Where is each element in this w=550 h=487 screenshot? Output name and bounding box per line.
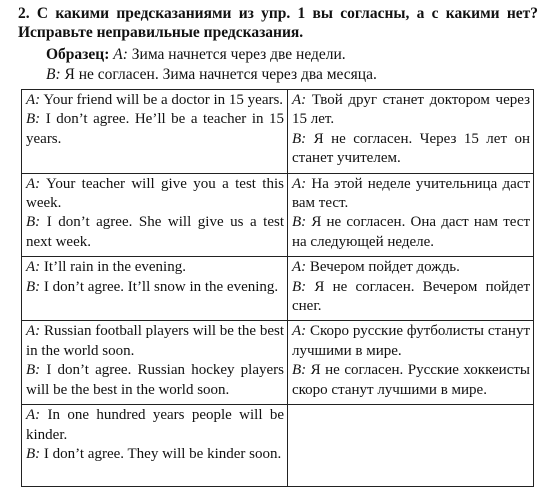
speaker-b: B:: [26, 278, 41, 295]
speaker-a: A:: [292, 323, 307, 340]
sample-line-1: [46, 45, 377, 65]
speaker-a: A:: [26, 323, 41, 340]
table-row: [22, 405, 534, 487]
table-row: [22, 173, 534, 257]
line-a-text: Your friend will be a doctor in 15 years.: [43, 92, 284, 108]
sample-block: [46, 45, 377, 85]
dialogue-table: [21, 89, 534, 487]
russian-cell-empty: [288, 405, 534, 487]
russian-cell: [288, 321, 534, 405]
task-text: С какими предсказаниями из упр. 1 вы согласны, а с какими нет? Исправьте неправильные предсказания.: [18, 5, 538, 41]
line-b-text: Я не согласен. Она даст нам тест на следующей неделе.: [292, 214, 531, 250]
speaker-a: A:: [26, 407, 41, 424]
russian-cell: [288, 173, 534, 257]
english-cell: [22, 173, 288, 257]
table-row: [22, 257, 534, 321]
speaker-a: A:: [26, 259, 41, 276]
sample-label: Образец:: [46, 46, 110, 63]
sample-speaker-b: B:: [46, 66, 61, 83]
speaker-b: B:: [26, 214, 41, 231]
english-cell: [22, 90, 288, 174]
sample-speaker-a: A:: [113, 46, 128, 63]
english-cell: [22, 321, 288, 405]
line-a-text: На этой неделе учительница даст вам тест.: [292, 175, 530, 212]
line-b-text: I don’t agree. Russian hockey players will be the best in the world soon.: [26, 362, 284, 398]
line-a-text: Скоро русские футболисты станут лучшими в мире.: [292, 323, 530, 359]
speaker-b: B:: [26, 445, 41, 462]
speaker-a: A:: [292, 92, 307, 108]
line-b-text: Я не согласен. Через 15 лет он станет учителем.: [292, 130, 530, 167]
speaker-b: B:: [26, 111, 41, 128]
line-b-text: Я не согласен. Вечером пойдет снег.: [292, 278, 530, 315]
line-a-text: Вечером пойдет дождь.: [309, 259, 460, 276]
line-a-text: It’ll rain in the evening.: [43, 259, 186, 276]
speaker-b: B:: [292, 130, 307, 147]
line-b-text: Я не согласен. Русские хоккеисты скоро станут лучшими в мире.: [292, 362, 530, 398]
speaker-a: A:: [292, 175, 307, 192]
task-number: 2.: [18, 5, 30, 22]
english-cell: [22, 257, 288, 321]
russian-cell: [288, 257, 534, 321]
line-b-text: I don’t agree. It’ll snow in the evening.: [43, 278, 279, 295]
line-a-text: Russian football players will be the best in the world soon.: [26, 323, 284, 359]
speaker-b: B:: [26, 362, 41, 379]
english-cell: [22, 405, 288, 487]
line-b-text: I don’t agree. He’ll be a teacher in 15 years.: [26, 111, 285, 147]
speaker-a: A:: [26, 175, 41, 192]
sample-line-2: [46, 65, 377, 85]
sample-text-b: Я не согласен. Зима начнется через два месяца.: [64, 66, 377, 83]
table-row: [22, 321, 534, 405]
speaker-a: A:: [292, 259, 307, 276]
sample-text-a: Зима начнется через две недели.: [131, 46, 346, 63]
speaker-a: A:: [26, 92, 41, 108]
speaker-b: B:: [292, 278, 307, 295]
line-b-text: I don’t agree. They will be kinder soon.: [43, 445, 282, 462]
line-b-text: I don’t agree. She will give us a test next week.: [26, 214, 285, 250]
speaker-b: B:: [292, 362, 307, 379]
speaker-b: B:: [292, 214, 307, 231]
line-a-text: Your teacher will give you a test this week.: [26, 175, 284, 212]
line-a-text: Твой друг станет доктором через 15 лет.: [292, 92, 530, 128]
russian-cell: [288, 90, 534, 174]
line-a-text: In one hundred years people will be kinder.: [26, 407, 284, 443]
table-row: [22, 90, 534, 174]
task-instruction: [18, 4, 538, 42]
